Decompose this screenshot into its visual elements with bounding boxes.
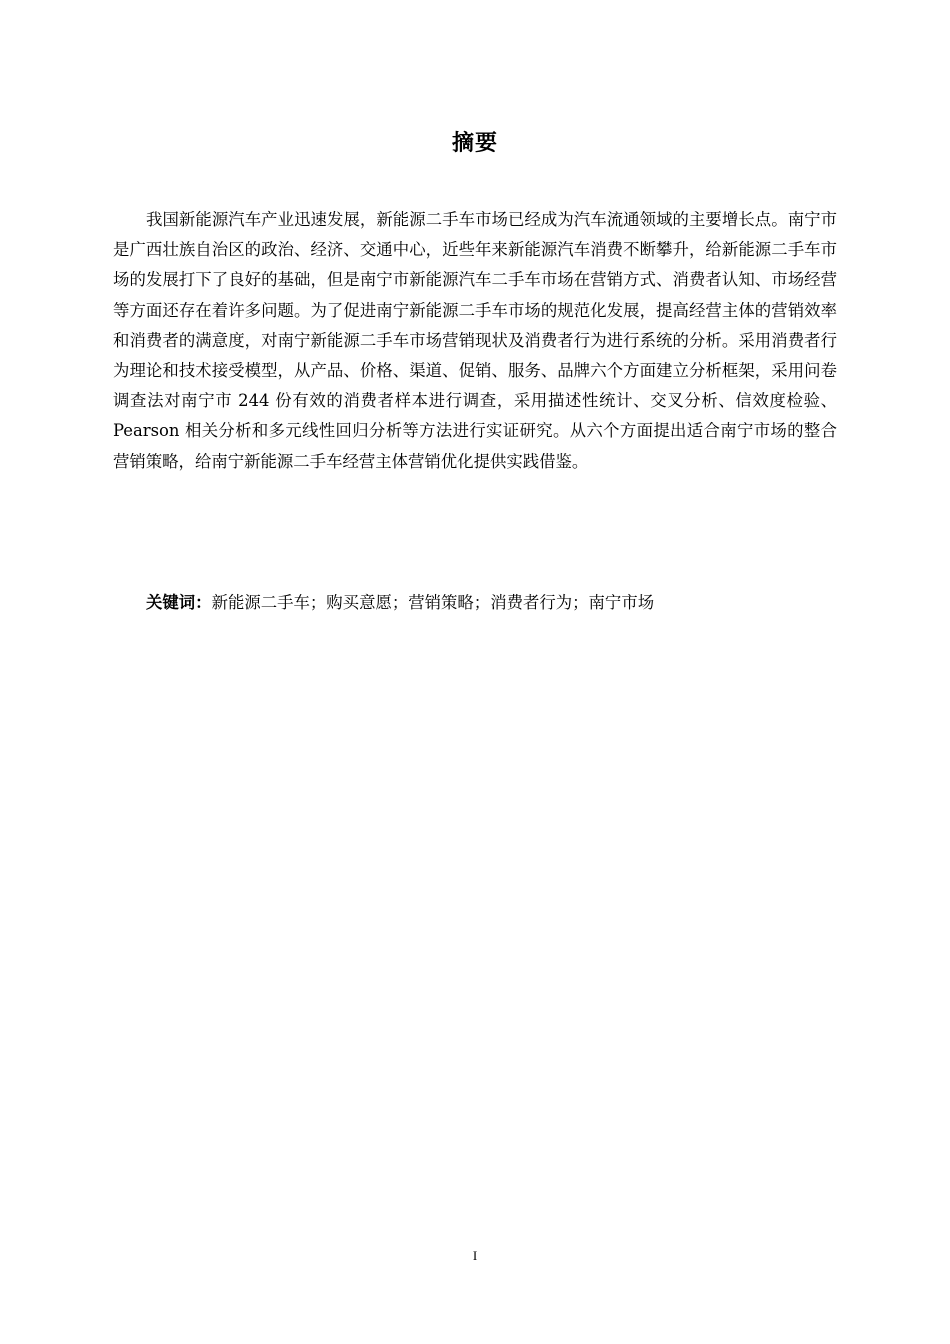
keywords-label: 关键词：: [146, 593, 212, 612]
keywords-text: 新能源二手车；购买意愿；营销策略；消费者行为；南宁市场: [211, 593, 655, 612]
page-number: I: [472, 1248, 478, 1263]
abstract-paragraph: 我国新能源汽车产业迅速发展，新能源二手车市场已经成为汽车流通领域的主要增长点。南宁市是广西壮族自治区的政治、经济、交通中心，近些年来新能源汽车消费不断攀升，给新能源二手车市场的发展打下了良好的基础，但是南宁市新能源汽车二手车市场在营销方式、消费者认知、市场经营等方面还存在着许多问题。为了促进南宁新能源二手车市场的规范化发展，提高经营主体的营销效率和消费者的满意度，对南宁新能源二手车市场营销现状及消费者行为进行系统的分析。采用消费者行为理论和技术接受模型，从产品、价格、渠道、促销、服务、品牌六个方面建立分析框架，采用问卷调查法对南宁市 244 份有效的消费者样本进行调查，采用描述性统计、交叉分析、信效度检验、Pearson 相关分析和多元线性回归分析等方法进行实证研究。从六个方面提出适合南宁市场的整合营销策略，给南宁新能源二手车经营主体营销优化提供实践借鉴。: [113, 210, 837, 471]
abstract-title: 摘要: [451, 131, 498, 156]
keywords-line: [146, 588, 836, 618]
